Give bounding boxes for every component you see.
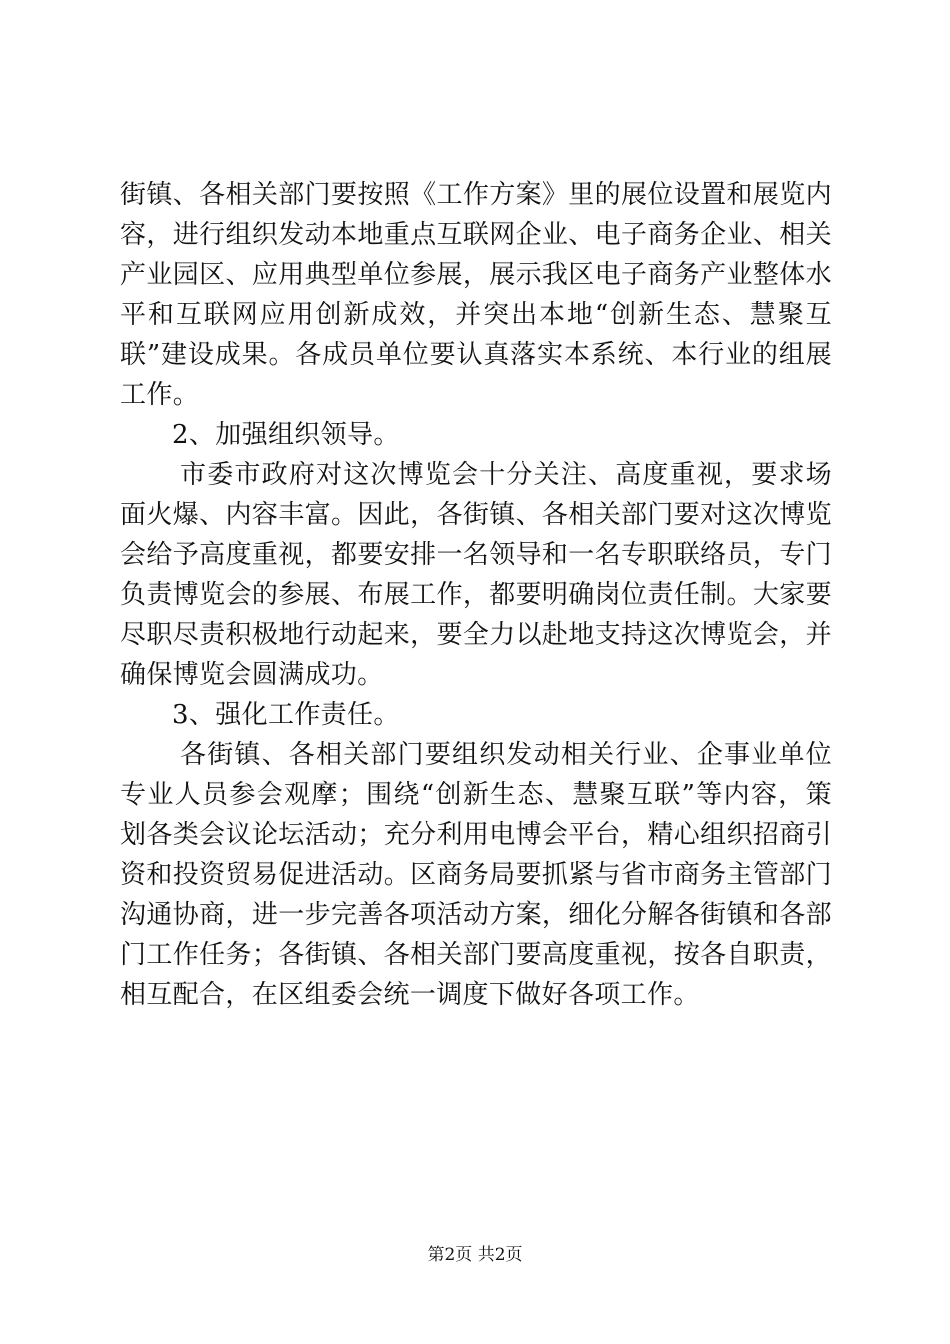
paragraph-continuation: 街镇、各相关部门要按照《工作方案》里的展位设置和展览内容，进行组织发动本地重点互联网企业、电子商务企业、相关产业园区、应用典型单位参展，展示我区电子商务产业整体水平和互联网应用创新成效，并突出本地“创新生态、慧聚互联”建设成果。各成员单位要认真落实本系统、本行业的组展工作。 (120, 180, 832, 410)
paragraph-leadership: 市委市政府对这次博览会十分关注、高度重视，要求场面火爆、内容丰富。因此，各街镇、各相关部门要对这次博览会给予高度重视，都要安排一名领导和一名专职联络员，专门负责博览会的参展、布展工作，都要明确岗位责任制。大家要尽职尽责积极地行动起来，要全力以赴地支持这次博览会，并确保博览会圆满成功。 (120, 460, 832, 690)
paragraph-responsibility: 各街镇、各相关部门要组织发动相关行业、企事业单位专业人员参会观摩；围绕“创新生态、慧聚互联”等内容，策划各类会议论坛活动；充分利用电博会平台，精心组织招商引资和投资贸易促进活动。区商务局要抓紧与省市商务主管部门沟通协商，进一步完善各项活动方案，细化分解各街镇和各部门工作任务；各街镇、各相关部门要高度重视，按各自职责，相互配合，在区组委会统一调度下做好各项工作。 (120, 740, 832, 1010)
page-footer (0, 1243, 950, 1267)
document-body (120, 175, 832, 1015)
section-heading-2: 2、加强组织领导。 (172, 420, 400, 450)
page-number-label: 第2页 共2页 (427, 1245, 523, 1265)
section-heading-3: 3、强化工作责任。 (172, 700, 400, 730)
